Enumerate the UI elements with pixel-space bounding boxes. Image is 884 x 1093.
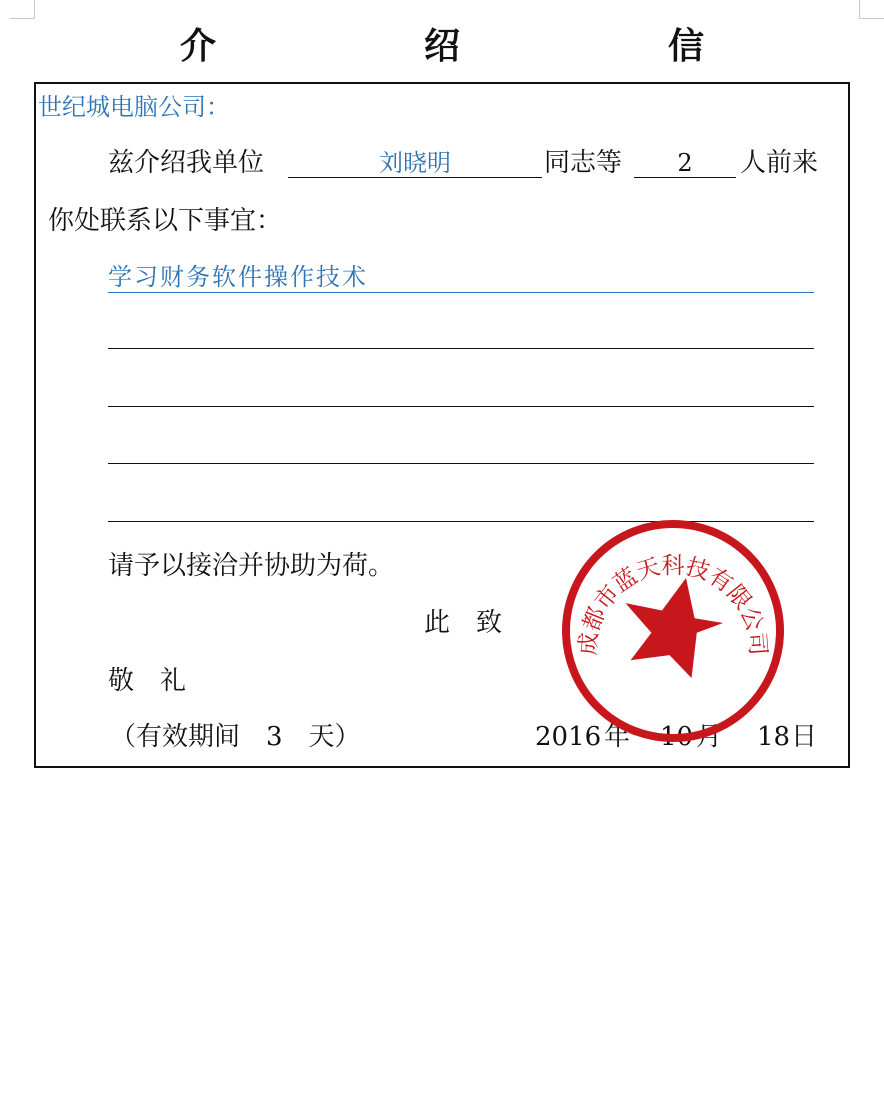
- intro-suffix: 人前来: [740, 148, 819, 178]
- document-title: 介 绍 信: [179, 25, 790, 67]
- matter-line-1: [108, 292, 814, 293]
- date-year-unit: 年: [604, 722, 631, 752]
- matter-line-4: [108, 463, 814, 464]
- validity-period: （有效期间 3 天）: [110, 722, 361, 752]
- company-seal: [560, 518, 786, 744]
- date-day: 18: [757, 722, 791, 752]
- closing-jing-li: 敬 礼: [108, 666, 187, 696]
- request-text: 请予以接洽并协助为荷。: [108, 551, 395, 581]
- page-corner-mark-right: [859, 0, 884, 19]
- date-month-unit: 月: [696, 722, 723, 752]
- count-underline: [634, 177, 736, 178]
- closing-ci-zhi: 此 致: [424, 608, 503, 638]
- date-year: 2016: [535, 722, 602, 752]
- intro-line-2: 你处联系以下事宜：: [48, 206, 283, 236]
- intro-middle: 同志等: [544, 148, 623, 178]
- seal-text: 成都市蓝天科技有限公司: [575, 553, 771, 657]
- matter-line-2: [108, 348, 814, 349]
- matter-text: 学习财务软件操作技术: [108, 263, 368, 291]
- person-name-field: 刘晓明: [379, 149, 451, 177]
- matter-line-3: [108, 406, 814, 407]
- person-underline: [288, 177, 542, 178]
- page-corner-mark-left: [10, 0, 35, 19]
- intro-prefix: 兹介绍我单位: [108, 148, 265, 178]
- recipient-name: 世纪城电脑公司：: [38, 93, 230, 121]
- person-count-field: 2: [677, 149, 693, 177]
- star-icon: [626, 578, 724, 678]
- date-month: 10: [660, 722, 694, 752]
- date-day-unit: 日: [791, 722, 818, 752]
